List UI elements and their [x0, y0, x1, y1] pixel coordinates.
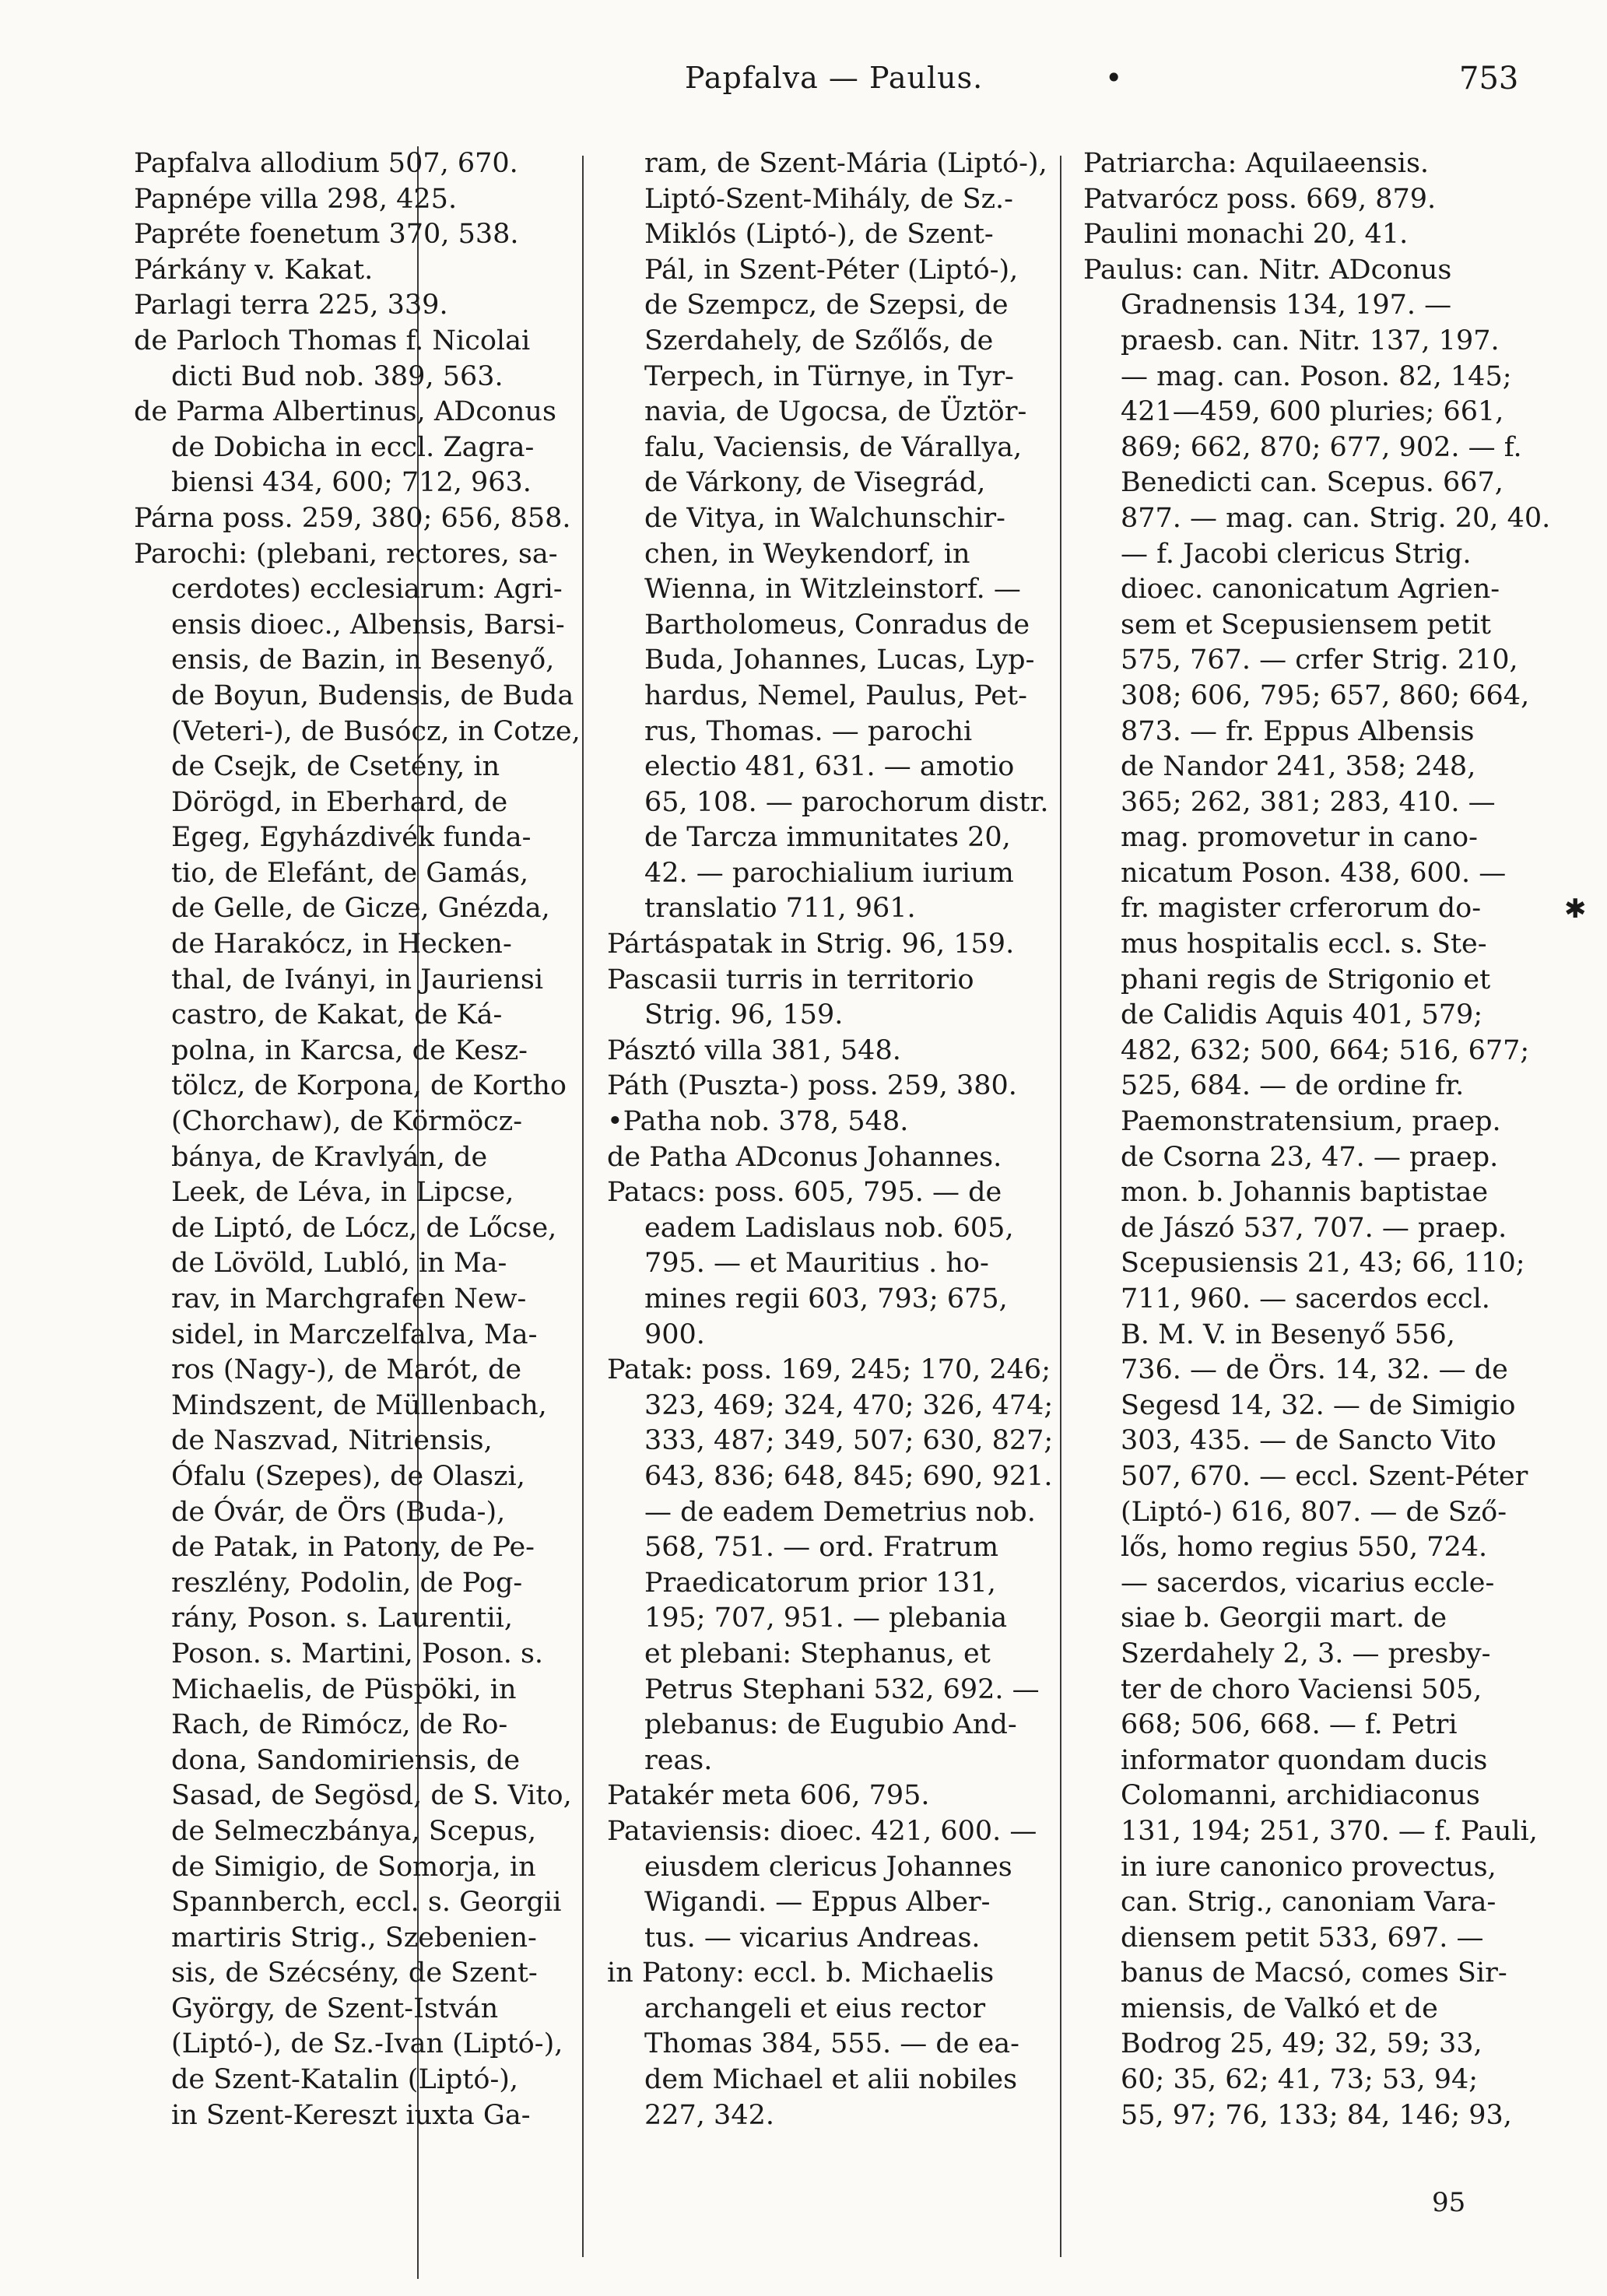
index-line: de Csorna 23, 47. — praep.: [1121, 1141, 1499, 1173]
index-line: Petrus Stephani 532, 692. —: [644, 1673, 1040, 1705]
index-line: •Patha nob. 378, 548.: [607, 1106, 909, 1138]
index-line: de Csejk, de Csetény, in: [171, 751, 500, 783]
page-number: 753: [1459, 61, 1519, 97]
index-line: thal, de Iványi, in Jauriensi: [171, 964, 544, 995]
index-line: 482, 632; 500, 664; 516, 677;: [1121, 1034, 1530, 1066]
index-line: ros (Nagy-), de Marót, de: [171, 1354, 522, 1386]
index-line: 525, 684. — de ordine fr.: [1121, 1070, 1465, 1102]
index-line: mon. b. Johannis baptistae: [1121, 1177, 1489, 1209]
index-line: Parochi: (plebani, rectores, sa-: [134, 538, 558, 570]
index-line: siae b. Georgii mart. de: [1121, 1603, 1447, 1634]
index-line: informator quondam ducis: [1121, 1744, 1488, 1776]
margin-mark: ✱: [1564, 893, 1587, 925]
index-line: Patacs: poss. 605, 795. — de: [607, 1177, 1002, 1209]
index-line: Thomas 384, 555. — de ea-: [644, 2028, 1019, 2060]
index-line: de Óvár, de Örs (Buda-),: [171, 1496, 506, 1528]
index-line: nicatum Poson. 438, 600. —: [1121, 857, 1507, 889]
index-line: 507, 670. — eccl. Szent-Péter: [1121, 1460, 1528, 1492]
index-line: Wigandi. — Eppus Alber-: [644, 1887, 991, 1919]
index-line: Paulus: can. Nitr. ADconus: [1083, 254, 1452, 286]
index-line: de Parma Albertinus, ADconus: [134, 396, 556, 428]
index-line: de Várkony, de Visegrád,: [644, 467, 986, 499]
page-header: [0, 61, 1607, 107]
index-line: de Selmeczbánya, Scepus,: [171, 1815, 537, 1847]
index-line: biensi 434, 600; 712, 963.: [171, 467, 532, 499]
index-line: Benedicti can. Scepus. 667,: [1121, 467, 1503, 499]
index-line: de Calidis Aquis 401, 579;: [1121, 999, 1483, 1031]
index-line: banus de Macsó, comes Sir-: [1121, 1957, 1507, 1989]
index-line: Patriarcha: Aquilaeensis.: [1083, 148, 1430, 179]
index-line: — mag. can. Poson. 82, 145;: [1121, 360, 1512, 392]
index-line: navia, de Ugocsa, de Üztör-: [644, 396, 1027, 428]
index-line: ram, de Szent-Mária (Liptó-),: [644, 148, 1047, 179]
running-head: Papfalva — Paulus.: [685, 61, 984, 95]
index-line: fr. magister crferorum do-: [1121, 893, 1482, 925]
index-line: de Naszvad, Nitriensis,: [171, 1425, 493, 1457]
index-line: 795. — et Mauritius . ho-: [644, 1248, 989, 1280]
index-column-1: [134, 146, 581, 2133]
index-line: Patvarócz poss. 669, 879.: [1083, 183, 1437, 215]
index-line: Poson. s. Martini, Poson. s.: [171, 1638, 544, 1669]
index-line: 308; 606, 795; 657, 860; 664,: [1121, 679, 1530, 711]
header-dot: •: [1105, 61, 1123, 95]
index-line: B. M. V. in Besenyő 556,: [1121, 1318, 1455, 1350]
index-line: bánya, de Kravlyán, de: [171, 1141, 488, 1173]
index-line: ensis, de Bazin, in Besenyő,: [171, 644, 555, 676]
index-line: dona, Sandomiriensis, de: [171, 1744, 521, 1776]
index-line: 869; 662, 870; 677, 902. — f.: [1121, 431, 1522, 463]
index-line: 42. — parochialium iurium: [644, 857, 1014, 889]
index-line: eiusdem clericus Johannes: [644, 1851, 1012, 1883]
index-line: 131, 194; 251, 370. — f. Pauli,: [1121, 1815, 1538, 1847]
index-line: (Liptó-), de Sz.-Ivan (Liptó-),: [171, 2028, 563, 2060]
index-line: 323, 469; 324, 470; 326, 474;: [644, 1389, 1054, 1421]
index-line: in Patony: eccl. b. Michaelis: [607, 1957, 995, 1989]
index-line: de Szent-Katalin (Liptó-),: [171, 2064, 519, 2096]
signature-number: 95: [1432, 2187, 1466, 2218]
index-line: mus hospitalis eccl. s. Ste-: [1121, 929, 1487, 960]
index-line: dioec. canonicatum Agrien-: [1121, 574, 1500, 606]
index-line: Szerdahely 2, 3. — presby-: [1121, 1638, 1491, 1669]
index-line: Pataviensis: dioec. 421, 600. —: [607, 1815, 1037, 1847]
index-line: 736. — de Örs. 14, 32. — de: [1121, 1354, 1508, 1386]
index-line: Pascasii turris in territorio: [607, 964, 974, 995]
index-column-2: [607, 146, 1058, 2133]
index-line: Praedicatorum prior 131,: [644, 1567, 996, 1599]
index-line: tus. — vicarius Andreas.: [644, 1922, 981, 1954]
index-line: reas.: [644, 1744, 713, 1776]
index-line: (Chorchaw), de Körmöcz-: [171, 1106, 523, 1138]
index-line: plebanus: de Eugubio And-: [644, 1709, 1017, 1741]
index-line: praesb. can. Nitr. 137, 197.: [1121, 325, 1500, 356]
index-line: Parlagi terra 225, 339.: [134, 290, 448, 321]
index-line: — f. Jacobi clericus Strig.: [1121, 538, 1472, 570]
index-line: chen, in Weykendorf, in: [644, 538, 970, 570]
index-line: Páth (Puszta-) poss. 259, 380.: [607, 1070, 1017, 1102]
column-rule-1: [582, 156, 584, 2257]
index-line: phani regis de Strigonio et: [1121, 964, 1491, 995]
index-line: Buda, Johannes, Lucas, Lyp-: [644, 644, 1035, 676]
index-line: eadem Ladislaus nob. 605,: [644, 1212, 1014, 1244]
index-line: sidel, in Marczelfalva, Ma-: [171, 1318, 538, 1350]
index-line: electio 481, 631. — amotio: [644, 751, 1015, 783]
index-line: 575, 767. — crfer Strig. 210,: [1121, 644, 1518, 676]
index-line: de Liptó, de Lócz, de Lőcse,: [171, 1212, 557, 1244]
index-line: 333, 487; 349, 507; 630, 827;: [644, 1425, 1054, 1457]
index-line: Segesd 14, 32. — de Simigio: [1121, 1389, 1516, 1421]
index-line: can. Strig., canoniam Vara-: [1121, 1887, 1496, 1919]
index-line: Párkány v. Kakat.: [134, 254, 374, 286]
index-line: Strig. 96, 159.: [644, 999, 844, 1031]
index-line: — de eadem Demetrius nob.: [644, 1496, 1036, 1528]
index-line: reszlény, Podolin, de Pog-: [171, 1567, 523, 1599]
index-line: 55, 97; 76, 133; 84, 146; 93,: [1121, 2099, 1512, 2131]
index-line: Mindszent, de Müllenbach,: [171, 1389, 547, 1421]
index-line: Papréte foenetum 370, 538.: [134, 219, 519, 251]
index-line: rav, in Marchgrafen New-: [171, 1283, 527, 1315]
index-line: Egeg, Egyházdivék funda-: [171, 822, 532, 854]
index-line: de Boyun, Budensis, de Buda: [171, 679, 574, 711]
index-line: de Simigio, de Somorja, in: [171, 1851, 536, 1883]
index-line: Wienna, in Witzleinstorf. —: [644, 574, 1021, 606]
index-line: archangeli et eius rector: [644, 1992, 986, 2024]
index-line: 195; 707, 951. — plebania: [644, 1603, 1008, 1634]
index-line: Dörögd, in Eberhard, de: [171, 786, 508, 818]
index-line: 60; 35, 62; 41, 73; 53, 94;: [1121, 2064, 1479, 2096]
index-line: de Szempcz, de Szepsi, de: [644, 290, 1009, 321]
index-line: 643, 836; 648, 845; 690, 921.: [644, 1460, 1053, 1492]
index-line: de Nandor 241, 358; 248,: [1121, 751, 1476, 783]
index-line: de Patha ADconus Johannes.: [607, 1141, 1002, 1173]
index-line: (Veteri-), de Busócz, in Cotze,: [171, 715, 581, 747]
index-line: dem Michael et alii nobiles: [644, 2064, 1018, 2096]
index-line: falu, Vaciensis, de Várallya,: [644, 431, 1023, 463]
index-line: Spannberch, eccl. s. Georgii: [171, 1887, 562, 1919]
index-line: Leek, de Léva, in Lipcse,: [171, 1177, 514, 1209]
index-line: 421—459, 600 pluries; 661,: [1121, 396, 1504, 428]
index-line: Papnépe villa 298, 425.: [134, 183, 458, 215]
index-line: de Gelle, de Gicze, Gnézda,: [171, 893, 550, 925]
index-line: Liptó-Szent-Mihály, de Sz.-: [644, 183, 1013, 215]
index-line: dicti Bud nob. 389, 563.: [171, 360, 504, 392]
index-line: in Szent-Kereszt iuxta Ga-: [171, 2099, 531, 2131]
index-line: mag. promovetur in cano-: [1121, 822, 1478, 854]
index-line: Paemonstratensium, praep.: [1121, 1106, 1501, 1138]
index-line: Rach, de Rimócz, de Ro-: [171, 1709, 508, 1741]
index-line: castro, de Kakat, de Ká-: [171, 999, 503, 1031]
index-line: ensis dioec., Albensis, Barsi-: [171, 609, 565, 641]
index-line: de Tarcza immunitates 20,: [644, 822, 1011, 854]
index-line: tölcz, de Korpona, de Kortho: [171, 1070, 567, 1102]
index-line: Gradnensis 134, 197. —: [1121, 290, 1452, 321]
index-line: cerdotes) ecclesiarum: Agri-: [171, 574, 563, 606]
index-line: Miklós (Liptó-), de Szent-: [644, 219, 994, 251]
index-line: de Dobicha in eccl. Zagra-: [171, 431, 535, 463]
index-line: Colomanni, archidiaconus: [1121, 1780, 1480, 1812]
index-line: 877. — mag. can. Strig. 20, 40.: [1121, 502, 1551, 534]
index-line: 900.: [644, 1318, 705, 1350]
index-line: de Parloch Thomas f. Nicolai: [134, 325, 531, 356]
index-line: 873. — fr. Eppus Albensis: [1121, 715, 1475, 747]
index-line: Szerdahely, de Szőlős, de: [644, 325, 994, 356]
index-line: et plebani: Stephanus, et: [644, 1638, 991, 1669]
index-line: de Vitya, in Walchunschir-: [644, 502, 1005, 534]
column-rule-2: [1060, 156, 1061, 2257]
index-line: diensem petit 533, 697. —: [1121, 1922, 1484, 1954]
index-line: Sasad, de Segösd, de S. Vito,: [171, 1780, 572, 1812]
index-line: polna, in Karcsa, de Kesz-: [171, 1034, 528, 1066]
index-line: de Jászó 537, 707. — praep.: [1121, 1212, 1507, 1244]
index-line: de Harakócz, in Hecken-: [171, 929, 512, 960]
index-line: Papfalva allodium 507, 670.: [134, 148, 518, 179]
index-line: György, de Szent-István: [171, 1992, 499, 2024]
index-line: Patakér meta 606, 795.: [607, 1780, 930, 1812]
index-line: 668; 506, 668. — f. Petri: [1121, 1709, 1458, 1741]
index-line: mines regii 603, 793; 675,: [644, 1283, 1008, 1315]
index-line: Bartholomeus, Conradus de: [644, 609, 1030, 641]
index-line: Michaelis, de Püspöki, in: [171, 1673, 517, 1705]
index-line: Paulini monachi 20, 41.: [1083, 219, 1409, 251]
index-line: lős, homo regius 550, 724.: [1121, 1532, 1488, 1564]
index-line: de Lövöld, Lubló, in Ma-: [171, 1248, 507, 1280]
index-line: 303, 435. — de Sancto Vito: [1121, 1425, 1496, 1457]
index-line: Ófalu (Szepes), de Olaszi,: [171, 1460, 525, 1492]
index-line: rány, Poson. s. Laurentii,: [171, 1603, 513, 1634]
index-line: Terpech, in Türnye, in Tyr-: [644, 360, 1014, 392]
index-line: — sacerdos, vicarius eccle-: [1121, 1567, 1495, 1599]
index-line: Pásztó villa 381, 548.: [607, 1034, 901, 1066]
index-line: sis, de Szécsény, de Szent-: [171, 1957, 538, 1989]
index-line: in iure canonico provectus,: [1121, 1851, 1496, 1883]
index-line: de Patak, in Patony, de Pe-: [171, 1532, 535, 1564]
index-line: tio, de Elefánt, de Gamás,: [171, 857, 529, 889]
index-line: sem et Scepusiensem petit: [1121, 609, 1491, 641]
index-line: 65, 108. — parochorum distr.: [644, 786, 1049, 818]
index-line: Patak: poss. 169, 245; 170, 246;: [607, 1354, 1051, 1386]
index-line: translatio 711, 961.: [644, 893, 916, 925]
index-line: martiris Strig., Szebenien-: [171, 1922, 537, 1954]
index-line: ter de choro Vaciensi 505,: [1121, 1673, 1482, 1705]
index-line: Scepusiensis 21, 43; 66, 110;: [1121, 1248, 1525, 1280]
index-line: 568, 751. — ord. Fratrum: [644, 1532, 999, 1564]
index-line: Párna poss. 259, 380; 656, 858.: [134, 502, 571, 534]
index-line: hardus, Nemel, Paulus, Pet-: [644, 679, 1027, 711]
index-line: 227, 342.: [644, 2099, 774, 2131]
index-column-3: [1083, 146, 1551, 2133]
index-line: 711, 960. — sacerdos eccl.: [1121, 1283, 1490, 1315]
index-line: 365; 262, 381; 283, 410. —: [1121, 786, 1496, 818]
index-line: (Liptó-) 616, 807. — de Sző-: [1121, 1496, 1507, 1528]
index-line: Pártáspatak in Strig. 96, 159.: [607, 929, 1015, 960]
index-line: rus, Thomas. — parochi: [644, 715, 973, 747]
index-line: Pál, in Szent-Péter (Liptó-),: [644, 254, 1019, 286]
index-line: miensis, de Valkó et de: [1121, 1992, 1438, 2024]
index-line: Bodrog 25, 49; 32, 59; 33,: [1121, 2028, 1482, 2060]
